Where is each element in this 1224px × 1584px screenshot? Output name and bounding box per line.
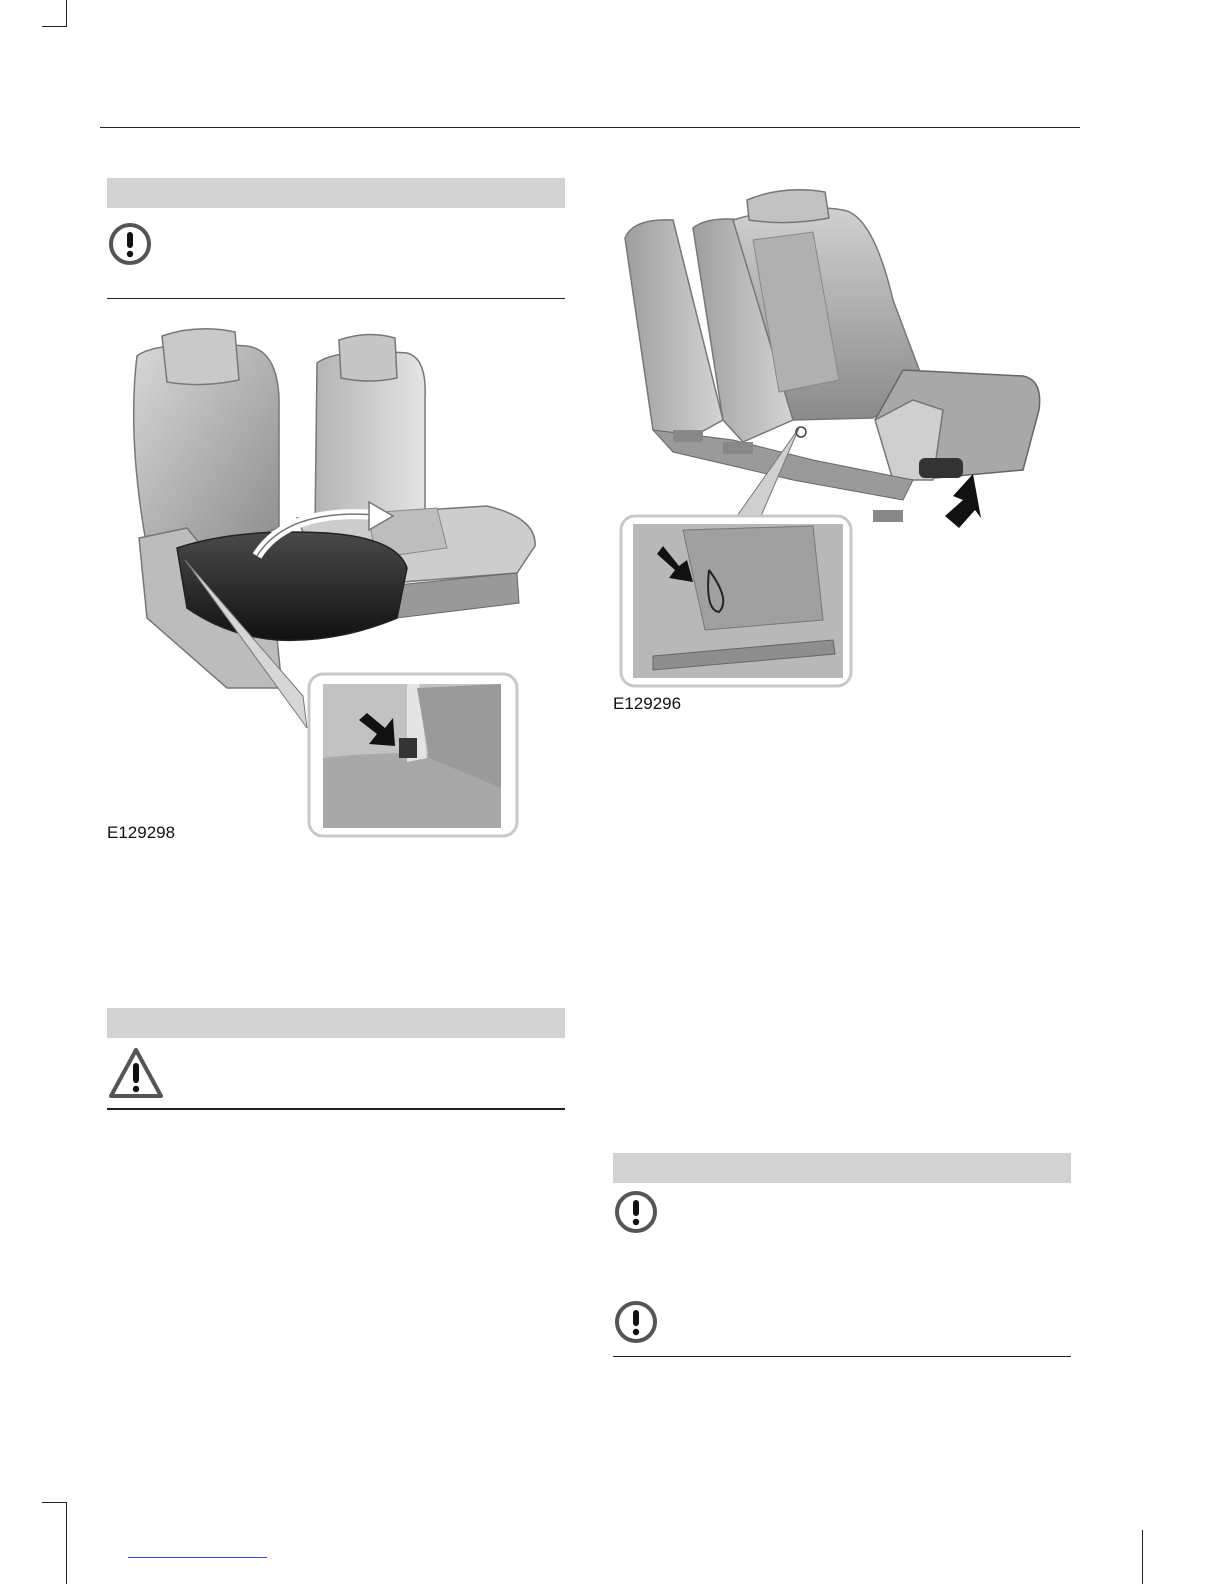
- warning-icon: [107, 1046, 165, 1100]
- caution-icon-1: [107, 221, 153, 267]
- footer-link-underline[interactable]: [128, 1557, 267, 1558]
- section-bar-3: [613, 1153, 1071, 1183]
- header-rule: [100, 127, 1080, 128]
- crop-mark-bottom-left-h: [42, 1502, 67, 1503]
- rule-2: [107, 1108, 565, 1110]
- figure-left: [107, 318, 567, 848]
- warning-triangle-icon: [107, 1046, 165, 1100]
- crop-mark-top-left-h: [42, 26, 67, 27]
- crop-mark-top-left-v: [66, 0, 67, 26]
- exclamation-circle-icon: [613, 1189, 659, 1235]
- caution-icon-2: [613, 1189, 659, 1235]
- crop-mark-bottom-left-v: [66, 1502, 67, 1584]
- crop-mark-bottom-right-v: [1142, 1530, 1143, 1584]
- figure-right: [613, 180, 1053, 690]
- section-bar-1: [107, 178, 565, 208]
- rule-3: [613, 1356, 1071, 1357]
- caution-icon-3: [613, 1299, 659, 1345]
- exclamation-circle-icon: [107, 221, 153, 267]
- figure-left-code: E129298: [107, 823, 176, 842]
- figure-right-code: E129296: [613, 694, 682, 713]
- section-bar-2: [107, 1008, 565, 1038]
- rule-1: [107, 298, 565, 299]
- exclamation-circle-icon: [613, 1299, 659, 1345]
